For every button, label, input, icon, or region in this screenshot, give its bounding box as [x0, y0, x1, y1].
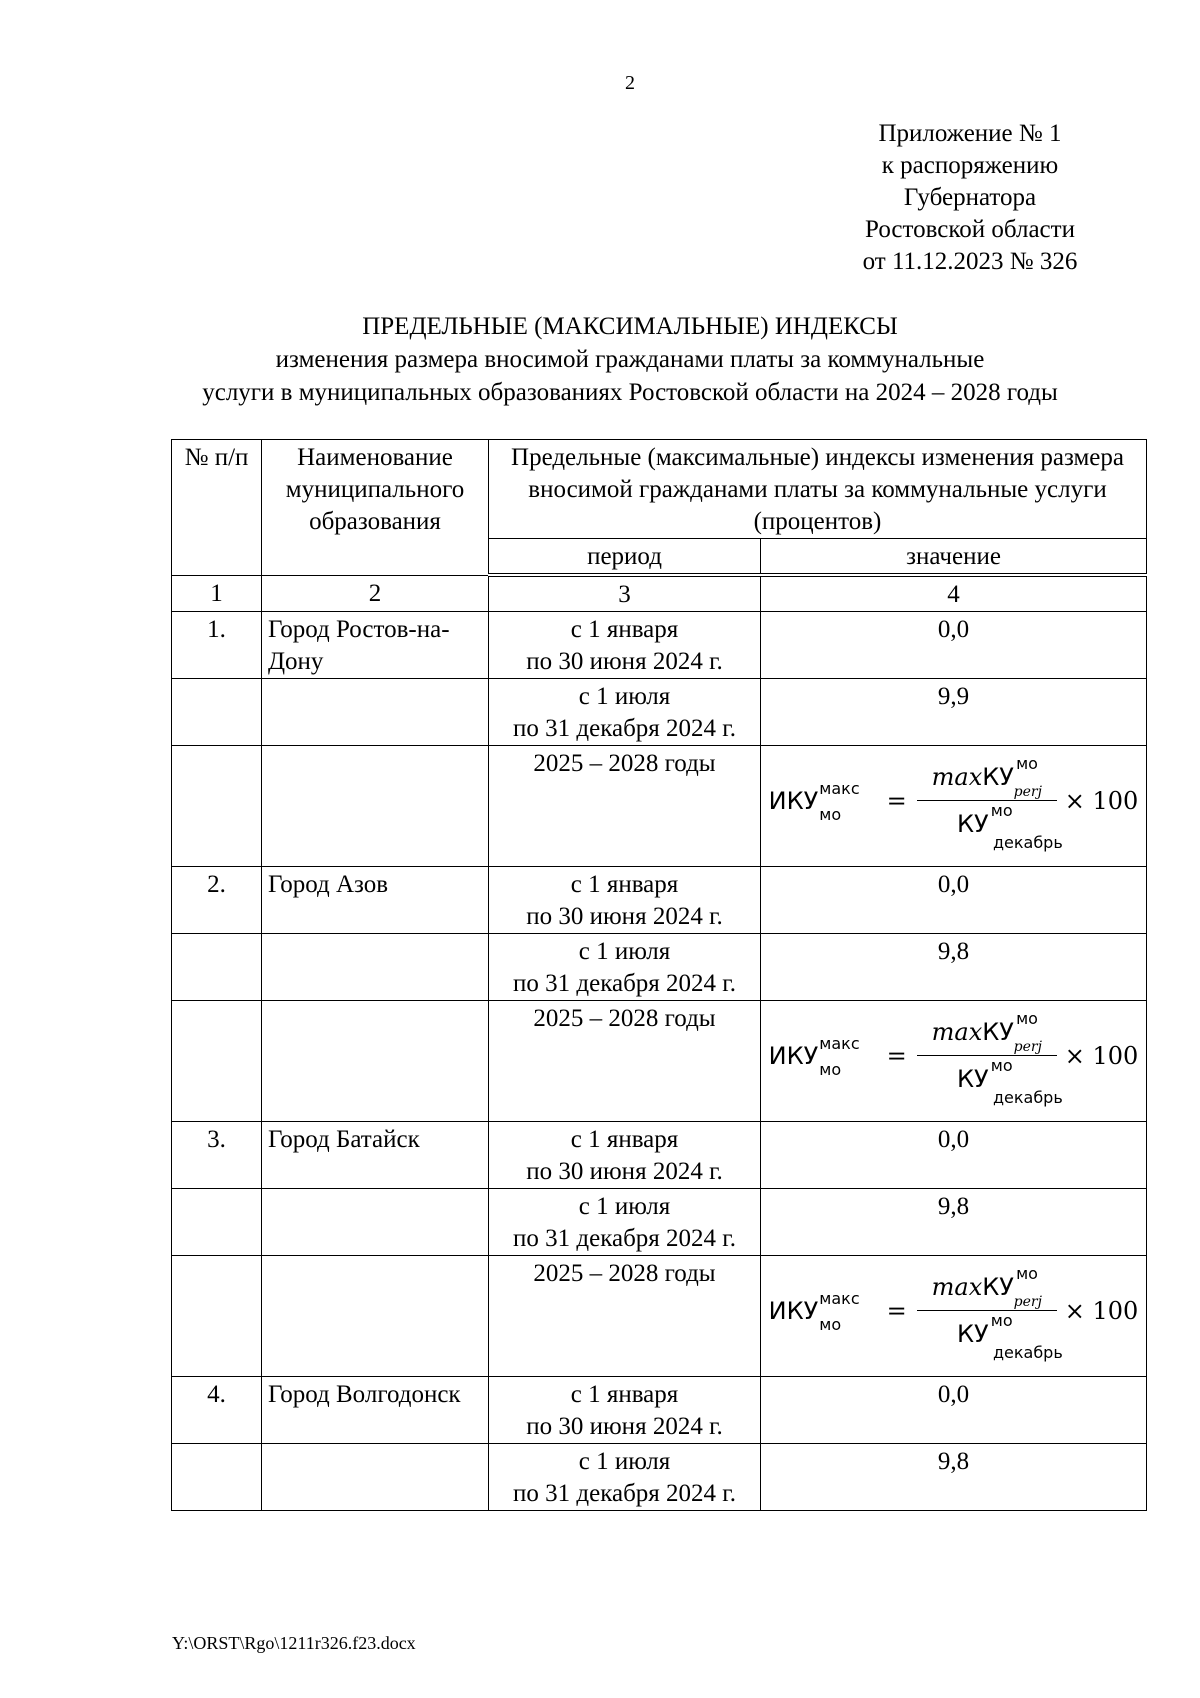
period-line: по 30 июня 2024 г. — [526, 648, 723, 675]
municipality-name: Город Азов — [262, 867, 489, 934]
page-number: 2 — [625, 72, 635, 94]
appendix-block — [820, 118, 1120, 278]
appendix-line: от 11.12.2023 № 326 — [862, 248, 1078, 275]
empty-cell — [172, 679, 262, 746]
empty-cell — [262, 1256, 489, 1377]
table-row — [172, 1377, 1147, 1444]
empty-cell — [172, 1001, 262, 1122]
period-cell — [489, 612, 761, 679]
empty-cell — [172, 746, 262, 867]
empty-cell — [172, 1256, 262, 1377]
period-cell — [489, 679, 761, 746]
appendix-line: Приложение № 1 — [878, 120, 1062, 147]
value-cell: 0,0 — [761, 1377, 1147, 1444]
period-line: с 1 января — [570, 1381, 679, 1408]
table-row — [172, 867, 1147, 934]
formula-cell — [761, 1256, 1147, 1377]
index-formula: ИКУ макс мо = max КУ мо perj КУ мо декабрь × 100 — [768, 754, 1139, 852]
period-line: по 31 декабря 2024 г. — [513, 1480, 736, 1507]
numbering-cell: 4 — [761, 575, 1147, 612]
numbering-cell: 3 — [489, 575, 761, 612]
empty-cell — [172, 934, 262, 1001]
empty-cell — [262, 1444, 489, 1511]
numbering-row — [172, 575, 1147, 612]
period-cell — [489, 1122, 761, 1189]
municipality-name: Город Волгодонск — [262, 1377, 489, 1444]
table-row — [172, 746, 1147, 867]
appendix-line: Губернатора — [903, 184, 1037, 211]
table-row — [172, 1189, 1147, 1256]
period-line: по 31 декабря 2024 г. — [513, 1225, 736, 1252]
value-cell: 9,8 — [761, 1444, 1147, 1511]
period-line: с 1 января — [570, 871, 679, 898]
empty-cell — [172, 1189, 262, 1256]
numbering-cell: 1 — [172, 575, 262, 612]
row-number: 1. — [172, 612, 262, 679]
municipality-name: Город Батайск — [262, 1122, 489, 1189]
period-cell — [489, 867, 761, 934]
numbering-cell: 2 — [262, 575, 489, 612]
period-line: по 30 июня 2024 г. — [526, 1158, 723, 1185]
period-cell: 2025 – 2028 годы — [489, 746, 761, 867]
municipality-name: Город Ростов-на-Дону — [262, 612, 489, 679]
period-line: с 1 июля — [578, 1448, 671, 1475]
empty-cell — [262, 746, 489, 867]
index-formula: ИКУ макс мо = max КУ мо perj КУ мо декабрь × 100 — [768, 1264, 1139, 1362]
period-line: по 30 июня 2024 г. — [526, 1413, 723, 1440]
title-line-2: изменения размера вносимой гражданами платы за коммунальные — [275, 346, 985, 373]
period-cell — [489, 1444, 761, 1511]
title-line-3: услуги в муниципальных образованиях Ростовской области на 2024 – 2028 годы — [202, 379, 1058, 406]
period-cell — [489, 1377, 761, 1444]
footer-file-path: Y:\ORST\Rgo\1211r326.f23.docx — [172, 1633, 416, 1653]
header-value: значение — [761, 539, 1147, 576]
table-row — [172, 1256, 1147, 1377]
table-row — [172, 612, 1147, 679]
header-indices: Предельные (максимальные) индексы изменения размера вносимой гражданами платы за коммунальные услуги (процентов) — [489, 440, 1147, 539]
period-line: с 1 января — [570, 616, 679, 643]
table-row — [172, 934, 1147, 1001]
value-cell: 0,0 — [761, 612, 1147, 679]
empty-cell — [262, 1001, 489, 1122]
table-row — [172, 1001, 1147, 1122]
value-cell: 9,8 — [761, 934, 1147, 1001]
indices-table — [171, 439, 1147, 1511]
period-line: с 1 июля — [578, 683, 671, 710]
appendix-line: Ростовской области — [865, 216, 1075, 243]
index-formula: ИКУ макс мо = max КУ мо perj КУ мо декабрь × 100 — [768, 1009, 1139, 1107]
value-cell: 0,0 — [761, 1122, 1147, 1189]
value-cell: 9,9 — [761, 679, 1147, 746]
formula-cell — [761, 1001, 1147, 1122]
period-line: по 31 декабря 2024 г. — [513, 970, 736, 997]
empty-cell — [262, 934, 489, 1001]
empty-cell — [262, 1189, 489, 1256]
period-line: с 1 июля — [578, 938, 671, 965]
value-cell: 9,8 — [761, 1189, 1147, 1256]
empty-cell — [172, 1444, 262, 1511]
header-name: Наименование муниципального образования — [262, 440, 489, 576]
row-number: 4. — [172, 1377, 262, 1444]
period-line: с 1 января — [570, 1126, 679, 1153]
appendix-line: к распоряжению — [881, 152, 1059, 179]
table-header-row — [172, 440, 1147, 539]
period-line: по 31 декабря 2024 г. — [513, 715, 736, 742]
row-number: 3. — [172, 1122, 262, 1189]
empty-cell — [262, 679, 489, 746]
header-number: № п/п — [172, 440, 262, 576]
period-cell — [489, 934, 761, 1001]
row-number: 2. — [172, 867, 262, 934]
header-period: период — [489, 539, 761, 576]
document-title — [0, 310, 1200, 409]
period-line: по 30 июня 2024 г. — [526, 903, 723, 930]
value-cell: 0,0 — [761, 867, 1147, 934]
table-row — [172, 679, 1147, 746]
title-line-1: ПРЕДЕЛЬНЫЕ (МАКСИМАЛЬНЫЕ) ИНДЕКСЫ — [362, 313, 898, 340]
formula-cell — [761, 746, 1147, 867]
period-cell: 2025 – 2028 годы — [489, 1001, 761, 1122]
period-line: с 1 июля — [578, 1193, 671, 1220]
table-row — [172, 1444, 1147, 1511]
period-cell — [489, 1189, 761, 1256]
period-cell: 2025 – 2028 годы — [489, 1256, 761, 1377]
table-row — [172, 1122, 1147, 1189]
